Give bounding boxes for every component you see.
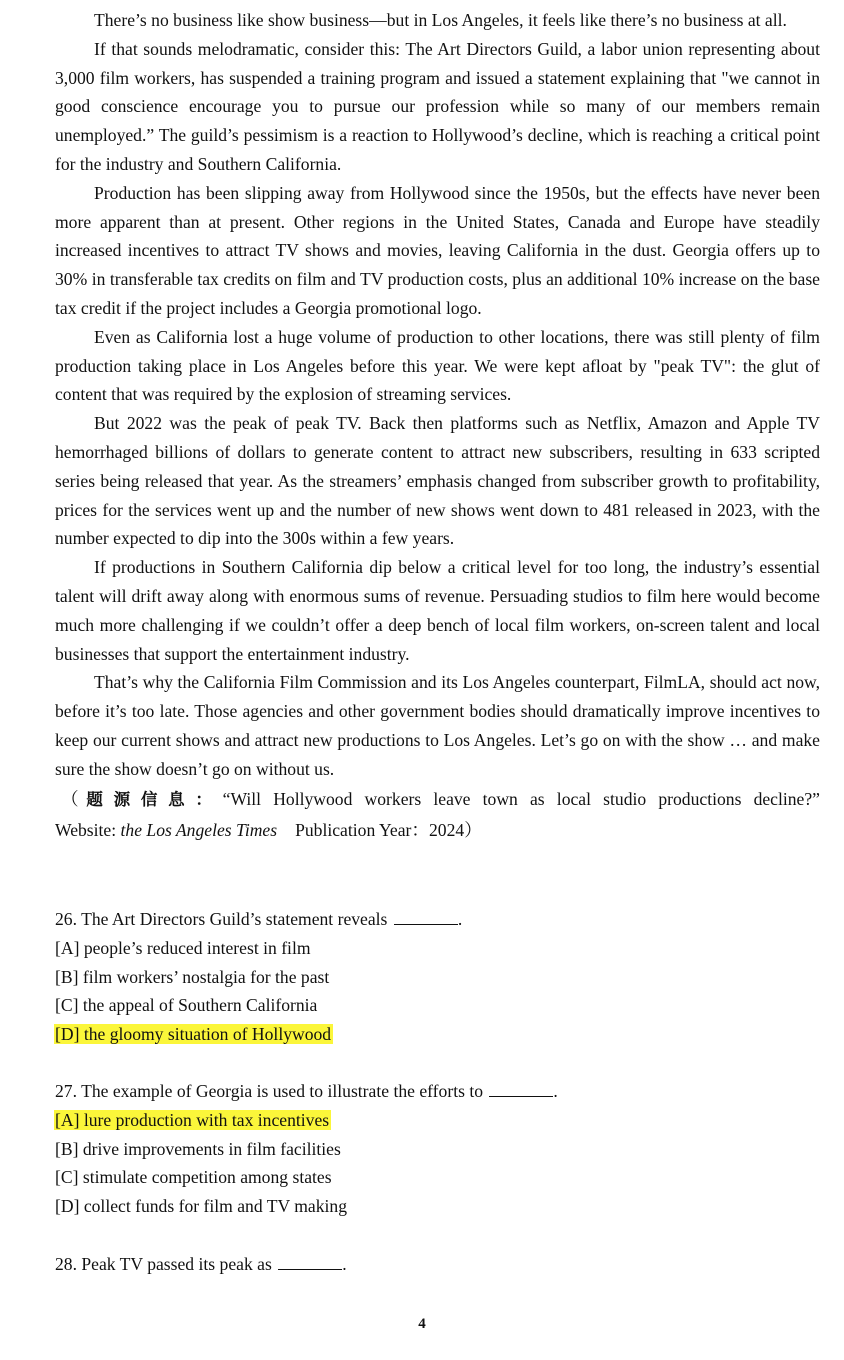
answer-blank (278, 1253, 342, 1270)
option-d[interactable]: [D] collect funds for film and TV making (55, 1196, 348, 1217)
passage (55, 6, 820, 846)
page-number: 4 (418, 1316, 426, 1332)
option-b[interactable]: [B] film workers’ nostalgia for the past (55, 966, 330, 987)
highlighted-answer: [D] the gloomy situation of Hollywood (55, 1024, 332, 1045)
paragraph-3: Production has been slipping away from Hollywood since the 1950s, but the effects have never been more apparent than at present. Other regions in the United States, Canada and Europe have steadily increased incentives to attract TV shows and movies, leaving California in the dust. Georgia offers up to 30% in transferable tax credits on film and TV production costs, plus an additional 10% increase on the base tax credit if the project includes a Georgia promotional logo. (55, 182, 820, 318)
paragraph-5: But 2022 was the peak of peak TV. Back then platforms such as Netflix, Amazon and Apple TV hemorrhaged billions of dollars to generate content to attract new subscribers, resulting in 633 scripted series being released that year. As the streamers’ emphasis changed from subscriber growth to profitability, prices for the services went up and the number of new shows went down to 481 released in 2023, with the number expected to dip into the 300s within a few years. (55, 413, 820, 549)
option-c[interactable]: [C] stimulate competition among states (55, 1167, 332, 1188)
source-info (55, 784, 820, 846)
source-website-label: Website: (55, 819, 121, 840)
question-28 (55, 1250, 347, 1279)
paragraph-2: If that sounds melodramatic, consider this: The Art Directors Guild, a labor union representing about 3,000 film workers, has suspended a training program and issued a statement explaining that "we cannot in good conscience encourage you to pursue our profession while so many of our members remain unemployed.” The guild’s pessimism is a reaction to Hollywood’s decline, which is reaching a critical point for the industry and Southern California. (55, 38, 820, 174)
source-line-2 (55, 815, 820, 846)
highlighted-answer: [A] lure production with tax incentives (55, 1109, 330, 1130)
source-year: Publication Year：2024 (295, 819, 465, 840)
source-open-paren: （ (61, 788, 87, 809)
question-stem: 27. The example of Georgia is used to illustrate the efforts to . (55, 1081, 558, 1101)
source-label: 题源信息： (86, 789, 223, 809)
answer-blank (394, 908, 458, 925)
question-stem: 26. The Art Directors Guild’s statement reveals . (55, 909, 463, 929)
paragraph-6: If productions in Southern California dip below a critical level for too long, the industry’s essential talent will drift away along with enormous sums of revenue. Persuading studios to film here would become much more challenging if we couldn’t offer a deep bench of local film workers, on-screen talent and local businesses that support the entertainment industry. (55, 557, 820, 664)
answer-blank (489, 1080, 553, 1097)
paragraph-4: Even as California lost a huge volume of production to other locations, there was still plenty of film production taking place in Los Angeles before this year. We were kept afloat by "peak TV": the glut of content that was required by the explosion of streaming services. (55, 326, 820, 405)
source-line-1 (55, 784, 820, 815)
paragraph-7: That’s why the California Film Commission and its Los Angeles counterpart, FilmLA, should act now, before it’s too late. Those agencies and other government bodies should dramatically improve incentives to keep our current shows and attract new productions to Los Angeles. Let’s go on with the show … and make sure the show doesn’t go on without us. (55, 672, 820, 779)
source-close-paren: ） (464, 819, 482, 840)
source-title: “Will Hollywood workers leave town as local studio productions decline?” (222, 788, 820, 809)
question-26 (55, 905, 462, 1049)
option-a[interactable]: [A] people’s reduced interest in film (55, 937, 311, 958)
paragraph-1: There’s no business like show business—but in Los Angeles, it feels like there’s no business at all. (94, 10, 787, 30)
question-27 (55, 1077, 558, 1221)
source-website: the Los Angeles Times (120, 819, 278, 840)
question-stem: 28. Peak TV passed its peak as . (55, 1254, 347, 1274)
option-d[interactable] (55, 1020, 462, 1049)
option-c[interactable]: [C] the appeal of Southern California (55, 995, 318, 1016)
option-a[interactable] (55, 1106, 558, 1135)
option-b[interactable]: [B] drive improvements in film facilities (55, 1138, 341, 1159)
